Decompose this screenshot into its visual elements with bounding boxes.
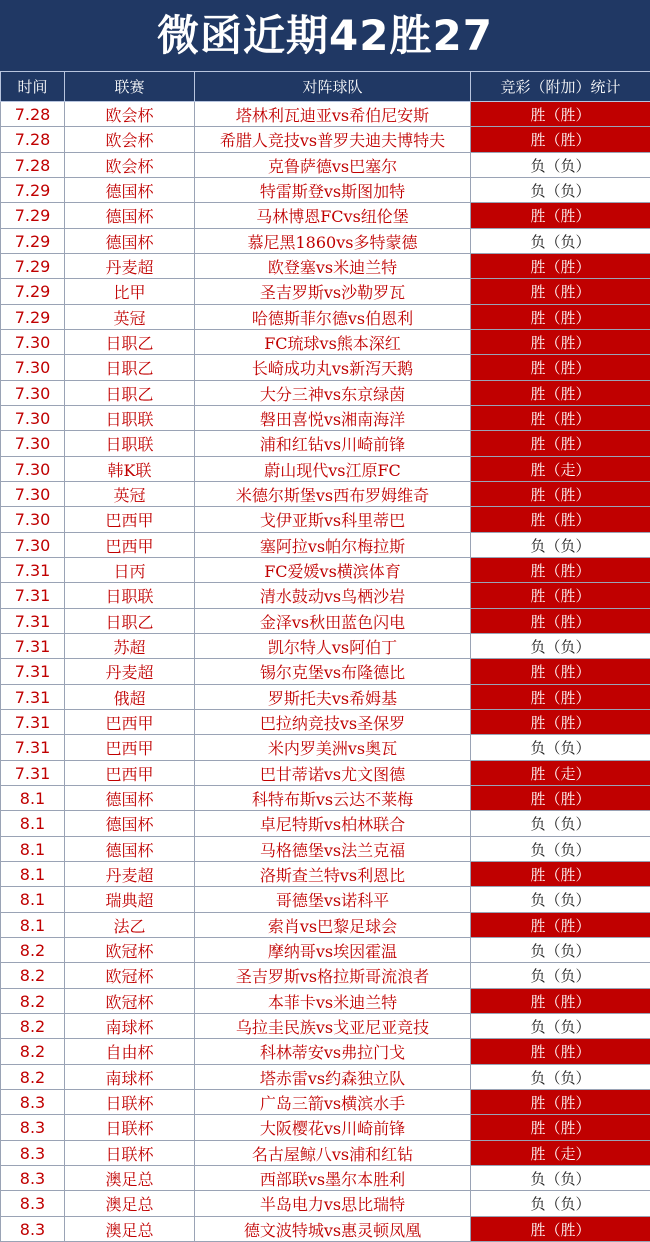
league-cell: 丹麦超 <box>65 254 195 279</box>
league-cell: 南球杯 <box>65 1065 195 1090</box>
match-cell: 慕尼黑1860vs多特蒙德 <box>195 229 471 254</box>
table-row <box>1 938 650 963</box>
match-cell: 广岛三箭vs横滨水手 <box>195 1090 471 1115</box>
column-header-league: 联赛 <box>65 72 195 102</box>
result-cell: 胜（胜） <box>471 203 650 229</box>
time-cell: 8.3 <box>1 1141 65 1166</box>
result-cell: 胜（胜） <box>471 381 650 406</box>
match-cell: 清水鼓动vs鸟栖沙岩 <box>195 583 471 609</box>
table-row <box>1 1014 650 1039</box>
result-cell: 胜（胜） <box>471 1115 650 1141</box>
result-cell: 胜（胜） <box>471 583 650 609</box>
league-cell: 德国杯 <box>65 229 195 254</box>
league-cell: 欧会杯 <box>65 127 195 153</box>
table-row <box>1 583 650 609</box>
result-cell: 胜（胜） <box>471 254 650 279</box>
table-row <box>1 862 650 887</box>
time-cell: 7.31 <box>1 558 65 583</box>
table-row <box>1 634 650 659</box>
match-cell: 巴甘蒂诺vs尤文图德 <box>195 761 471 786</box>
league-cell: 欧冠杯 <box>65 989 195 1014</box>
time-cell: 7.29 <box>1 254 65 279</box>
league-cell: 瑞典超 <box>65 887 195 913</box>
league-cell: 日职联 <box>65 583 195 609</box>
league-cell: 日职乙 <box>65 355 195 381</box>
league-cell: 英冠 <box>65 305 195 330</box>
league-cell: 苏超 <box>65 634 195 659</box>
result-cell: 胜（胜） <box>471 127 650 153</box>
result-cell: 胜（胜） <box>471 913 650 938</box>
result-cell: 胜（胜） <box>471 305 650 330</box>
league-cell: 日联杯 <box>65 1141 195 1166</box>
match-cell: 希腊人竞技vs普罗夫迪夫博特夫 <box>195 127 471 153</box>
table-row <box>1 1039 650 1065</box>
match-cell: 科特布斯vs云达不莱梅 <box>195 786 471 811</box>
result-cell: 胜（胜） <box>471 330 650 355</box>
time-cell: 7.28 <box>1 127 65 153</box>
result-cell: 负（负） <box>471 1166 650 1191</box>
results-table <box>0 71 650 1242</box>
match-cell: 巴拉纳竞技vs圣保罗 <box>195 710 471 735</box>
table-row <box>1 381 650 406</box>
result-cell: 胜（胜） <box>471 659 650 685</box>
league-cell: 欧冠杯 <box>65 938 195 963</box>
result-cell: 胜（胜） <box>471 1090 650 1115</box>
match-cell: 米内罗美洲vs奥瓦 <box>195 735 471 761</box>
match-cell: 塔林利瓦迪亚vs希伯尼安斯 <box>195 102 471 127</box>
time-cell: 7.30 <box>1 431 65 457</box>
page-title: 微函近期42胜27 <box>0 0 650 71</box>
table-row <box>1 989 650 1014</box>
match-cell: 蔚山现代vs江原FC <box>195 457 471 482</box>
result-cell: 胜（胜） <box>471 431 650 457</box>
league-cell: 欧会杯 <box>65 102 195 127</box>
league-cell: 自由杯 <box>65 1039 195 1065</box>
time-cell: 8.1 <box>1 913 65 938</box>
match-cell: 特雷斯登vs斯图加特 <box>195 178 471 203</box>
result-cell: 胜（胜） <box>471 1039 650 1065</box>
time-cell: 7.31 <box>1 735 65 761</box>
match-cell: 乌拉圭民族vs戈亚尼亚竞技 <box>195 1014 471 1039</box>
time-cell: 7.31 <box>1 761 65 786</box>
table-row <box>1 178 650 203</box>
time-cell: 8.3 <box>1 1115 65 1141</box>
time-cell: 7.31 <box>1 634 65 659</box>
result-cell: 负（负） <box>471 963 650 989</box>
table-row <box>1 685 650 710</box>
match-cell: 西部联vs墨尔本胜利 <box>195 1166 471 1191</box>
table-row <box>1 431 650 457</box>
time-cell: 7.30 <box>1 355 65 381</box>
league-cell: 澳足总 <box>65 1191 195 1217</box>
time-cell: 8.2 <box>1 1039 65 1065</box>
result-cell: 负（负） <box>471 153 650 178</box>
table-row <box>1 1141 650 1166</box>
table-row <box>1 457 650 482</box>
time-cell: 7.30 <box>1 381 65 406</box>
league-cell: 德国杯 <box>65 811 195 837</box>
result-cell: 胜（胜） <box>471 1217 650 1242</box>
time-cell: 8.2 <box>1 938 65 963</box>
table-row <box>1 279 650 305</box>
match-cell: 欧登塞vs米迪兰特 <box>195 254 471 279</box>
match-cell: 磐田喜悦vs湘南海洋 <box>195 406 471 431</box>
table-row <box>1 127 650 153</box>
league-cell: 日职乙 <box>65 609 195 634</box>
result-cell: 负（负） <box>471 229 650 254</box>
time-cell: 8.3 <box>1 1217 65 1242</box>
match-cell: 德文波特城vs惠灵顿凤凰 <box>195 1217 471 1242</box>
time-cell: 7.30 <box>1 507 65 533</box>
result-cell: 胜（胜） <box>471 406 650 431</box>
table-row <box>1 558 650 583</box>
time-cell: 8.1 <box>1 862 65 887</box>
time-cell: 7.29 <box>1 279 65 305</box>
match-cell: 圣吉罗斯vs格拉斯哥流浪者 <box>195 963 471 989</box>
match-cell: 塞阿拉vs帕尔梅拉斯 <box>195 533 471 558</box>
table-row <box>1 507 650 533</box>
league-cell: 德国杯 <box>65 786 195 811</box>
table-row <box>1 1065 650 1090</box>
table-row <box>1 330 650 355</box>
table-row <box>1 1217 650 1242</box>
result-cell: 胜（胜） <box>471 862 650 887</box>
time-cell: 7.30 <box>1 457 65 482</box>
match-cell: 洛斯查兰特vs利恩比 <box>195 862 471 887</box>
match-cell: 长崎成功丸vs新泻天鹅 <box>195 355 471 381</box>
result-cell: 胜（胜） <box>471 507 650 533</box>
match-cell: FC爱媛vs横滨体育 <box>195 558 471 583</box>
league-cell: 巴西甲 <box>65 710 195 735</box>
result-cell: 胜（胜） <box>471 786 650 811</box>
result-cell: 负（负） <box>471 1065 650 1090</box>
result-cell: 负（负） <box>471 178 650 203</box>
table-row <box>1 659 650 685</box>
table-row <box>1 1115 650 1141</box>
league-cell: 俄超 <box>65 685 195 710</box>
league-cell: 巴西甲 <box>65 533 195 558</box>
match-cell: 哈德斯菲尔德vs伯恩利 <box>195 305 471 330</box>
table-row <box>1 786 650 811</box>
time-cell: 8.2 <box>1 989 65 1014</box>
result-cell: 负（负） <box>471 938 650 963</box>
result-cell: 负（负） <box>471 1014 650 1039</box>
result-cell: 胜（胜） <box>471 482 650 507</box>
result-cell: 胜（胜） <box>471 609 650 634</box>
time-cell: 7.30 <box>1 330 65 355</box>
league-cell: 日丙 <box>65 558 195 583</box>
league-cell: 巴西甲 <box>65 735 195 761</box>
league-cell: 澳足总 <box>65 1166 195 1191</box>
table-row <box>1 406 650 431</box>
league-cell: 韩K联 <box>65 457 195 482</box>
time-cell: 7.31 <box>1 685 65 710</box>
table-row <box>1 305 650 330</box>
table-row <box>1 482 650 507</box>
time-cell: 8.1 <box>1 837 65 862</box>
time-cell: 7.31 <box>1 583 65 609</box>
time-cell: 8.1 <box>1 887 65 913</box>
time-cell: 8.2 <box>1 1065 65 1090</box>
time-cell: 7.28 <box>1 102 65 127</box>
match-cell: 凯尔特人vs阿伯丁 <box>195 634 471 659</box>
league-cell: 日职乙 <box>65 381 195 406</box>
league-cell: 丹麦超 <box>65 862 195 887</box>
match-cell: 锡尔克堡vs布隆德比 <box>195 659 471 685</box>
match-cell: 大分三神vs东京绿茵 <box>195 381 471 406</box>
match-cell: 米德尔斯堡vs西布罗姆维奇 <box>195 482 471 507</box>
league-cell: 日职乙 <box>65 330 195 355</box>
league-cell: 英冠 <box>65 482 195 507</box>
match-cell: 名古屋鲸八vs浦和红钻 <box>195 1141 471 1166</box>
league-cell: 法乙 <box>65 913 195 938</box>
time-cell: 7.29 <box>1 203 65 229</box>
match-cell: 半岛电力vs思比瑞特 <box>195 1191 471 1217</box>
result-cell: 胜（胜） <box>471 710 650 735</box>
match-cell: 索肖vs巴黎足球会 <box>195 913 471 938</box>
time-cell: 7.30 <box>1 533 65 558</box>
table-row <box>1 1166 650 1191</box>
time-cell: 8.3 <box>1 1166 65 1191</box>
time-cell: 7.29 <box>1 305 65 330</box>
league-cell: 比甲 <box>65 279 195 305</box>
league-cell: 丹麦超 <box>65 659 195 685</box>
league-cell: 日职联 <box>65 406 195 431</box>
match-cell: 科林蒂安vs弗拉门戈 <box>195 1039 471 1065</box>
table-row <box>1 963 650 989</box>
time-cell: 7.29 <box>1 229 65 254</box>
match-cell: 哥德堡vs诺科平 <box>195 887 471 913</box>
league-cell: 德国杯 <box>65 837 195 862</box>
league-cell: 日职联 <box>65 431 195 457</box>
league-cell: 澳足总 <box>65 1217 195 1242</box>
table-row <box>1 609 650 634</box>
result-cell: 负（负） <box>471 811 650 837</box>
league-cell: 巴西甲 <box>65 761 195 786</box>
result-cell: 负（负） <box>471 634 650 659</box>
column-header-match: 对阵球队 <box>195 72 471 102</box>
time-cell: 7.31 <box>1 710 65 735</box>
match-cell: 克鲁萨德vs巴塞尔 <box>195 153 471 178</box>
match-cell: 马格德堡vs法兰克福 <box>195 837 471 862</box>
result-cell: 胜（胜） <box>471 685 650 710</box>
table-row <box>1 811 650 837</box>
table-row <box>1 761 650 786</box>
result-cell: 负（负） <box>471 1191 650 1217</box>
table-body <box>1 102 650 1242</box>
table-row <box>1 254 650 279</box>
time-cell: 8.2 <box>1 963 65 989</box>
time-cell: 8.1 <box>1 786 65 811</box>
time-cell: 7.31 <box>1 609 65 634</box>
league-cell: 南球杯 <box>65 1014 195 1039</box>
time-cell: 7.30 <box>1 482 65 507</box>
result-cell: 胜（走） <box>471 1141 650 1166</box>
match-cell: 塔赤雷vs约森独立队 <box>195 1065 471 1090</box>
time-cell: 8.1 <box>1 811 65 837</box>
table-header-row <box>1 72 650 102</box>
table-row <box>1 837 650 862</box>
league-cell: 日联杯 <box>65 1115 195 1141</box>
table-row <box>1 153 650 178</box>
time-cell: 8.3 <box>1 1090 65 1115</box>
match-cell: 摩纳哥vs埃因霍温 <box>195 938 471 963</box>
match-cell: 马林博恩FCvs纽伦堡 <box>195 203 471 229</box>
league-cell: 德国杯 <box>65 203 195 229</box>
match-cell: 圣吉罗斯vs沙勒罗瓦 <box>195 279 471 305</box>
table-row <box>1 355 650 381</box>
table-row <box>1 913 650 938</box>
table-row <box>1 887 650 913</box>
result-cell: 胜（胜） <box>471 279 650 305</box>
table-row <box>1 1191 650 1217</box>
time-cell: 7.29 <box>1 178 65 203</box>
league-cell: 欧会杯 <box>65 153 195 178</box>
table-row <box>1 229 650 254</box>
table-row <box>1 1090 650 1115</box>
time-cell: 7.28 <box>1 153 65 178</box>
result-cell: 胜（走） <box>471 761 650 786</box>
match-cell: 本菲卡vs米迪兰特 <box>195 989 471 1014</box>
result-cell: 胜（胜） <box>471 355 650 381</box>
match-cell: 浦和红钻vs川崎前锋 <box>195 431 471 457</box>
match-cell: 罗斯托夫vs希姆基 <box>195 685 471 710</box>
match-cell: 戈伊亚斯vs科里蒂巴 <box>195 507 471 533</box>
match-cell: 金泽vs秋田蓝色闪电 <box>195 609 471 634</box>
league-cell: 巴西甲 <box>65 507 195 533</box>
match-cell: 卓尼特斯vs柏林联合 <box>195 811 471 837</box>
column-header-result: 竞彩（附加）统计 <box>471 72 650 102</box>
league-cell: 日联杯 <box>65 1090 195 1115</box>
result-cell: 负（负） <box>471 533 650 558</box>
result-cell: 胜（胜） <box>471 102 650 127</box>
match-cell: 大阪樱花vs川崎前锋 <box>195 1115 471 1141</box>
result-cell: 胜（胜） <box>471 558 650 583</box>
result-cell: 负（负） <box>471 887 650 913</box>
table-row <box>1 102 650 127</box>
time-cell: 7.31 <box>1 659 65 685</box>
time-cell: 8.2 <box>1 1014 65 1039</box>
result-cell: 胜（胜） <box>471 989 650 1014</box>
column-header-time: 时间 <box>1 72 65 102</box>
match-cell: FC琉球vs熊本深红 <box>195 330 471 355</box>
result-cell: 胜（走） <box>471 457 650 482</box>
table-row <box>1 710 650 735</box>
table-row <box>1 533 650 558</box>
league-cell: 欧冠杯 <box>65 963 195 989</box>
table-row <box>1 203 650 229</box>
time-cell: 7.30 <box>1 406 65 431</box>
time-cell: 8.3 <box>1 1191 65 1217</box>
table-row <box>1 735 650 761</box>
league-cell: 德国杯 <box>65 178 195 203</box>
result-cell: 负（负） <box>471 837 650 862</box>
result-cell: 负（负） <box>471 735 650 761</box>
